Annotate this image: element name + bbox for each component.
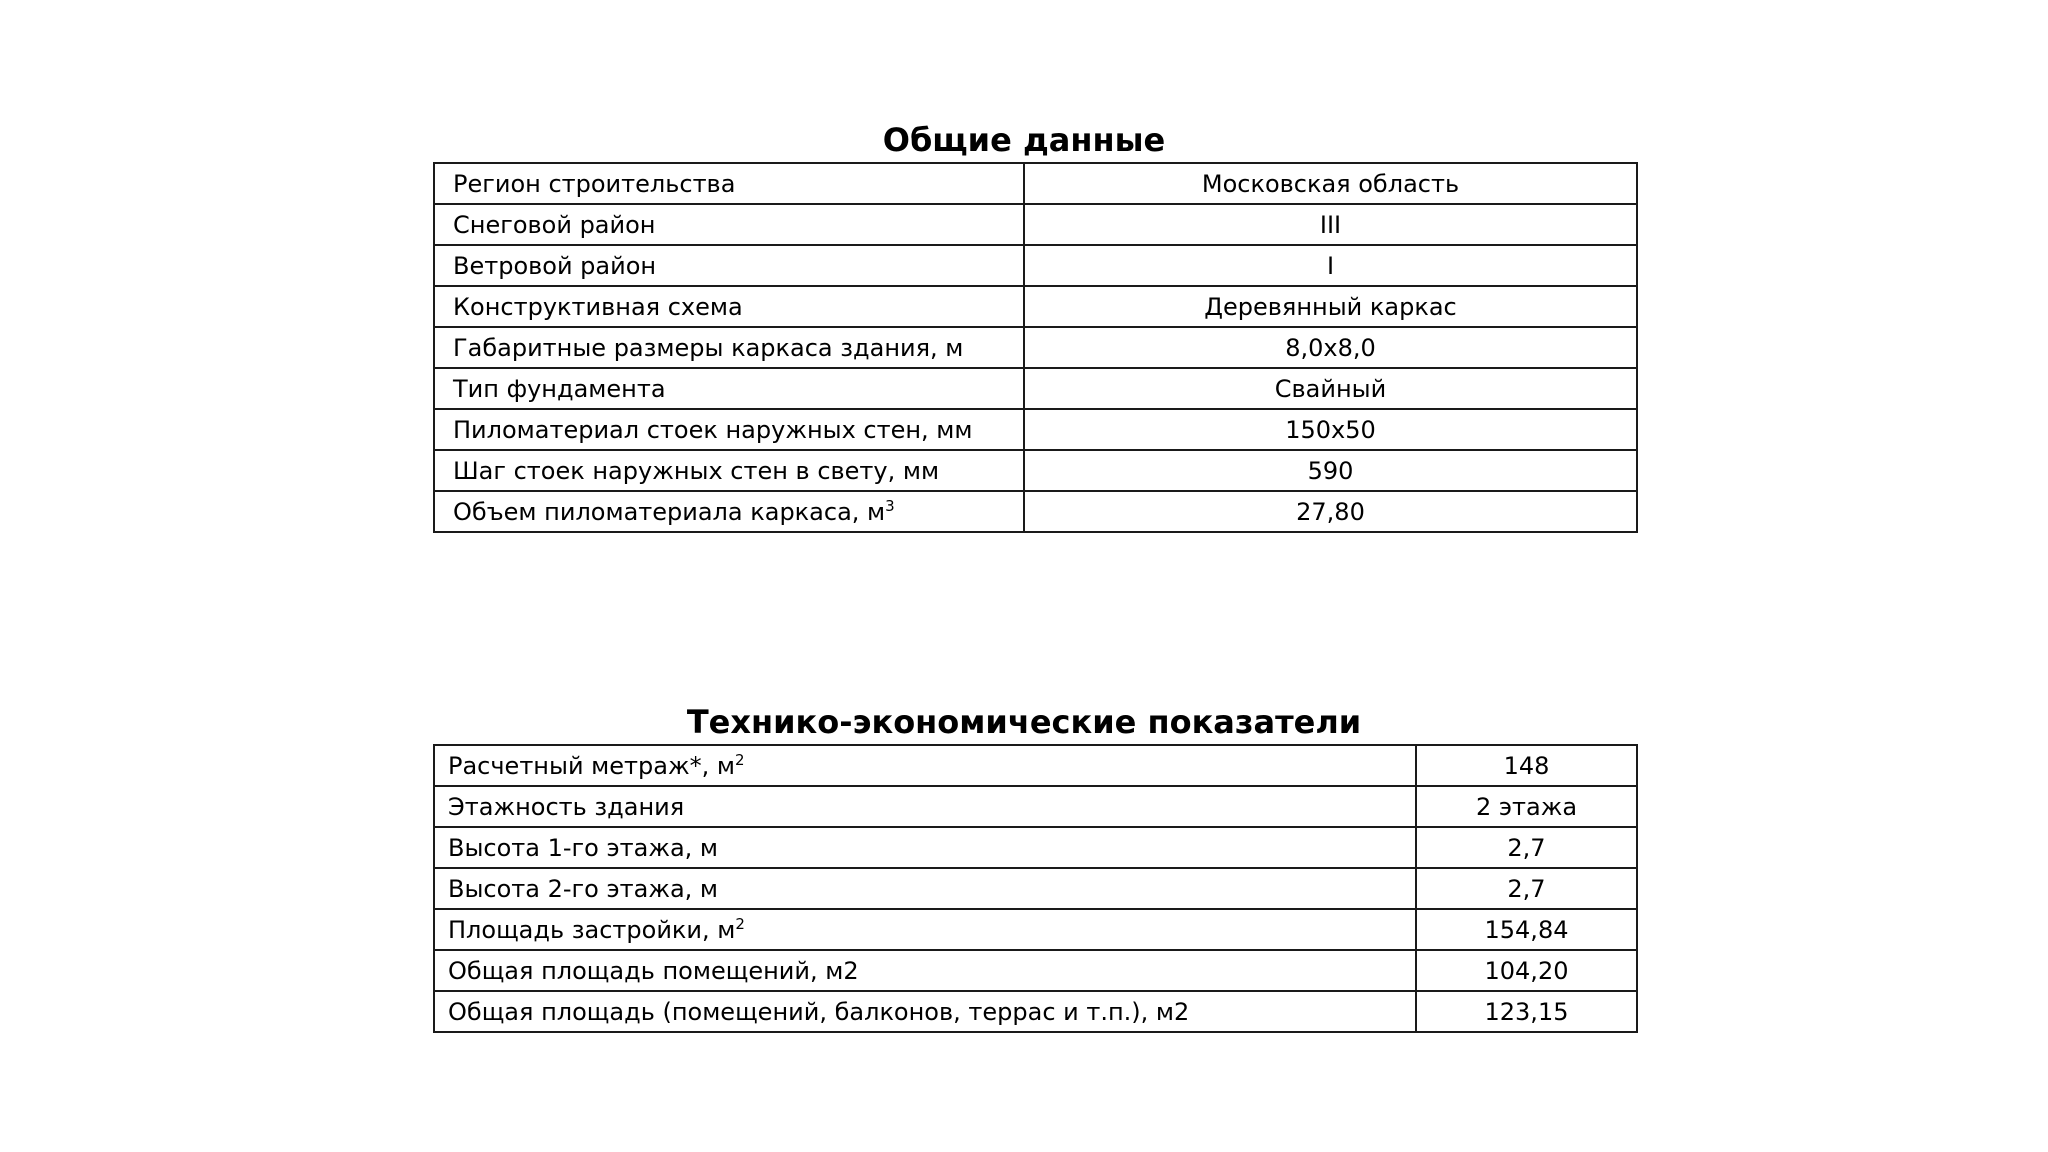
table-row — [434, 286, 1637, 327]
row-label: Тип фундамента — [434, 368, 1024, 409]
table-row — [434, 827, 1637, 868]
table-row — [434, 909, 1637, 950]
table-row — [434, 163, 1637, 204]
general-data-title: Общие данные — [882, 121, 1166, 159]
row-label: Пиломатериал стоек наружных стен, мм — [434, 409, 1024, 450]
row-value: 154,84 — [1416, 909, 1637, 950]
row-label: Площадь застройки, $м^2$ — [434, 909, 1416, 950]
indicators-title: Технико-экономические показатели — [686, 703, 1362, 741]
row-value: 2 этажа — [1416, 786, 1637, 827]
row-label: Высота 2-го этажа, м — [434, 868, 1416, 909]
table-row — [434, 245, 1637, 286]
table-row — [434, 368, 1637, 409]
table-row — [434, 204, 1637, 245]
row-value: Московская область — [1024, 163, 1637, 204]
general-data-table — [433, 162, 1638, 533]
table-row — [434, 491, 1637, 532]
row-label: Конструктивная схема — [434, 286, 1024, 327]
row-label: Расчетный метраж*, $м^2$ — [434, 745, 1416, 786]
row-value: 8,0х8,0 — [1024, 327, 1637, 368]
table-row — [434, 745, 1637, 786]
row-value: 148 — [1416, 745, 1637, 786]
row-label: Регион строительства — [434, 163, 1024, 204]
row-value: Деревянный каркас — [1024, 286, 1637, 327]
row-value: 2,7 — [1416, 868, 1637, 909]
table-row — [434, 950, 1637, 991]
table-row — [434, 991, 1637, 1032]
row-value: 150х50 — [1024, 409, 1637, 450]
table-row — [434, 868, 1637, 909]
row-value: 104,20 — [1416, 950, 1637, 991]
row-value: I — [1024, 245, 1637, 286]
row-value: 123,15 — [1416, 991, 1637, 1032]
row-label: Этажность здания — [434, 786, 1416, 827]
row-label: Высота 1-го этажа, м — [434, 827, 1416, 868]
row-value: 590 — [1024, 450, 1637, 491]
row-value: 2,7 — [1416, 827, 1637, 868]
table-row — [434, 409, 1637, 450]
indicators-table — [433, 744, 1638, 1033]
row-label: Шаг стоек наружных стен в свету, мм — [434, 450, 1024, 491]
row-label: Снеговой район — [434, 204, 1024, 245]
row-label: Ветровой район — [434, 245, 1024, 286]
row-label: Габаритные размеры каркаса здания, м — [434, 327, 1024, 368]
row-label: Общая площадь (помещений, балконов, террас и т.п.), м2 — [434, 991, 1416, 1032]
row-label: Общая площадь помещений, м2 — [434, 950, 1416, 991]
row-value: 27,80 — [1024, 491, 1637, 532]
row-value: Свайный — [1024, 368, 1637, 409]
table-row — [434, 450, 1637, 491]
table-row — [434, 327, 1637, 368]
row-value: III — [1024, 204, 1637, 245]
table-row — [434, 786, 1637, 827]
row-label: Объем пиломатериала каркаса, $м^3$ — [434, 491, 1024, 532]
